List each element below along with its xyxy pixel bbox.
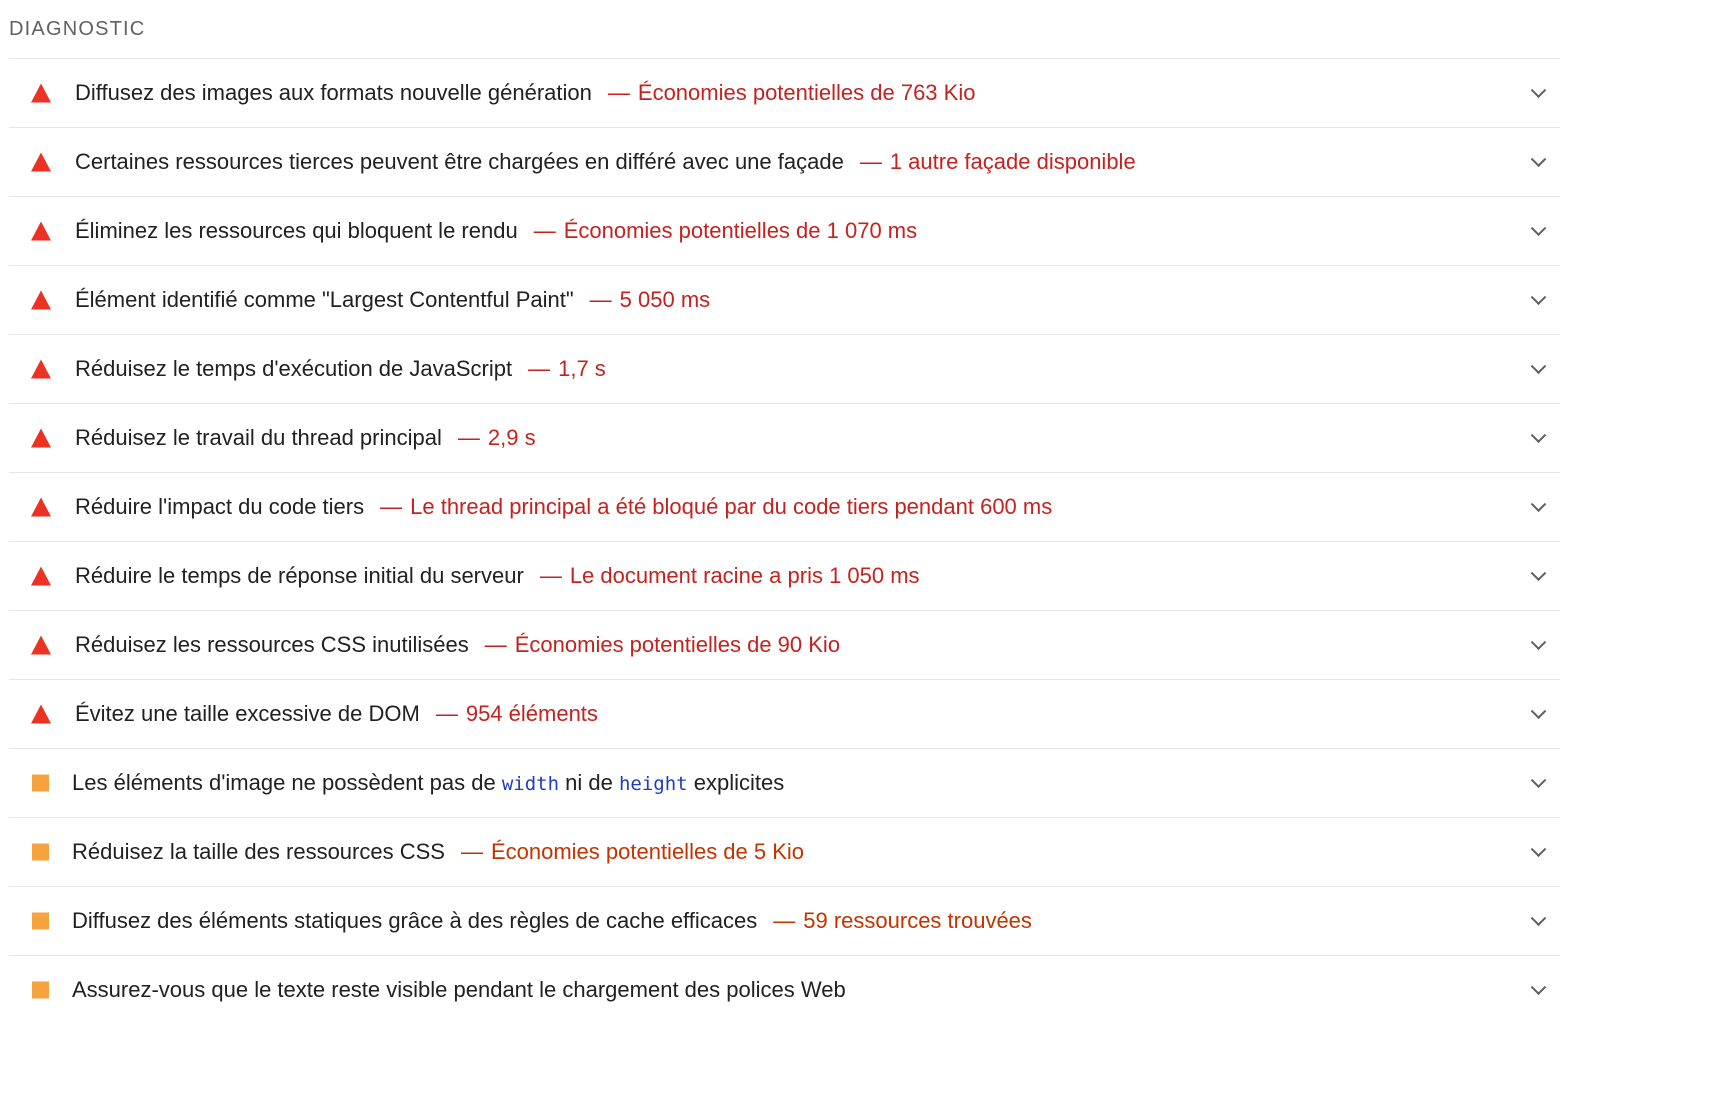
audit-item-dom-size[interactable] [9,680,1560,749]
audit-title: Les éléments d'image ne possèdent pas de width ni de height explicites [72,770,785,795]
audit-title: Évitez une taille excessive de DOM [75,701,420,726]
fail-triangle-icon [31,498,51,517]
chevron-down-icon[interactable] [1531,496,1547,512]
chevron-down-icon[interactable] [1531,289,1547,305]
audit-item-render-blocking[interactable] [9,197,1560,266]
chevron-down-icon[interactable] [1531,358,1547,374]
audit-item-minify-css[interactable] [9,818,1560,887]
audit-title: Certaines ressources tierces peuvent être chargées en différé avec une façade [75,149,844,174]
fail-triangle-icon [31,291,51,310]
code-width: width [501,773,560,795]
fail-triangle-icon [31,222,51,241]
chevron-down-icon[interactable] [1531,772,1547,788]
audit-display-value: — Économies potentielles de 90 Kio [484,632,841,657]
average-square-icon [32,844,49,861]
audit-item-third-party-facades[interactable] [9,128,1560,197]
chevron-down-icon[interactable] [1531,82,1547,98]
average-square-icon [32,775,49,792]
fail-triangle-icon [31,153,51,172]
audit-item-unused-css[interactable] [9,611,1560,680]
fail-triangle-icon [31,84,51,103]
audit-title: Diffusez des éléments statiques grâce à des règles de cache efficaces [72,908,758,933]
audit-title: Réduire l'impact du code tiers [75,494,365,519]
fail-triangle-icon [31,705,51,724]
fail-triangle-icon [31,636,51,655]
chevron-down-icon[interactable] [1531,910,1547,926]
audit-display-value: — 954 éléments [435,701,598,726]
audit-title: Réduisez le travail du thread principal [75,425,442,450]
fail-triangle-icon [31,429,51,448]
chevron-down-icon[interactable] [1531,634,1547,650]
chevron-down-icon[interactable] [1531,841,1547,857]
code-height: height [618,773,688,795]
audit-display-value: — 59 ressources trouvées [773,908,1032,933]
audit-title: Éliminez les ressources qui bloquent le rendu [75,218,518,243]
audit-title: Réduisez les ressources CSS inutilisées [75,632,469,657]
audit-item-js-bootup[interactable] [9,335,1560,404]
audit-item-next-gen-images[interactable] [9,59,1560,128]
audit-display-value: — 1,7 s [528,356,606,381]
audit-item-font-display[interactable] [9,956,1560,1024]
chevron-down-icon[interactable] [1531,427,1547,443]
audit-display-value: — Économies potentielles de 1 070 ms [533,218,918,243]
audit-item-server-response-time[interactable] [9,542,1560,611]
audit-display-value: — 2,9 s [457,425,536,450]
audit-title: Réduisez le temps d'exécution de JavaScript [75,356,513,381]
chevron-down-icon[interactable] [1531,151,1547,167]
chevron-down-icon[interactable] [1531,220,1547,236]
audit-title: Réduisez la taille des ressources CSS [72,839,445,864]
audit-display-value: — 5 050 ms [589,287,711,312]
fail-triangle-icon [31,567,51,586]
chevron-down-icon[interactable] [1531,703,1547,719]
audit-display-value: — Économies potentielles de 763 Kio [607,80,976,105]
audit-title: Élément identifié comme "Largest Contentful Paint" [75,287,574,312]
audit-title: Assurez-vous que le texte reste visible pendant le chargement des polices Web [72,977,846,1002]
audit-display-value: — 1 autre façade disponible [859,149,1136,174]
audit-item-unsized-images[interactable] [9,749,1560,818]
audit-display-value: — Le thread principal a été bloqué par du code tiers pendant 600 ms [380,494,1053,519]
fail-triangle-icon [31,360,51,379]
average-square-icon [32,913,49,930]
audit-display-value: — Économies potentielles de 5 Kio [460,839,805,864]
audit-list [9,58,1560,1024]
audit-display-value: — Le document racine a pris 1 050 ms [539,563,920,588]
audit-item-third-party-summary[interactable] [9,473,1560,542]
chevron-down-icon[interactable] [1531,979,1547,995]
audit-title: Réduire le temps de réponse initial du serveur [75,563,524,588]
audit-item-lcp-element[interactable] [9,266,1560,335]
audit-item-cache-policy[interactable] [9,887,1560,956]
chevron-down-icon[interactable] [1531,565,1547,581]
average-square-icon [32,982,49,999]
audit-item-main-thread-work[interactable] [9,404,1560,473]
section-title: DIAGNOSTIC [9,18,146,40]
audit-title: Diffusez des images aux formats nouvelle génération [75,80,592,105]
